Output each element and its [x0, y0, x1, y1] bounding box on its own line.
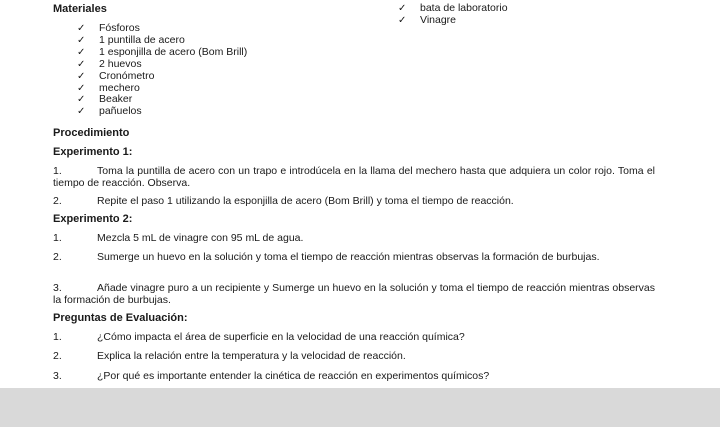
question-3: 3. ¿Por qué es importante entender la cinética de reacción en experimentos químicos?	[53, 370, 490, 382]
check-icon: ✓	[77, 82, 86, 94]
experiment-2-heading: Experimento 2:	[53, 213, 133, 225]
check-icon: ✓	[77, 70, 86, 82]
exp2-step-3: 3. Añade vinagre puro a un recipiente y Sumerge un huevo en la solución y toma el tiempo de reacción mientras observas la formación de burbujas.	[53, 282, 655, 306]
materials-heading: Materiales	[53, 3, 107, 15]
check-icon: ✓	[77, 106, 86, 118]
check-icon: ✓	[77, 46, 86, 58]
list-item: ✓ 1 puntilla de acero	[77, 33, 185, 46]
check-icon: ✓	[398, 3, 407, 14]
questions-heading: Preguntas de Evaluación:	[53, 312, 188, 324]
list-item: ✓ 1 esponjilla de acero (Bom Brill)	[77, 45, 248, 58]
list-item: ✓ Beaker	[77, 93, 133, 106]
list-item: ✓ Cronómetro	[77, 69, 155, 82]
check-icon: ✓	[398, 14, 407, 26]
check-icon: ✓	[77, 58, 86, 70]
list-item: ✓ bata de laboratorio	[398, 2, 508, 14]
question-1: 1. ¿Cómo impacta el área de superficie en la velocidad de una reacción química?	[53, 331, 465, 343]
exp1-step-1: 1. Toma la puntilla de acero con un trapo e introdúcela en la llama del mechero hasta que adquiera un color rojo. Toma el tiempo de reacción. Observa.	[53, 165, 655, 189]
check-icon: ✓	[77, 34, 86, 46]
procedure-heading: Procedimiento	[53, 127, 130, 139]
exp1-step-2: 2. Repite el paso 1 utilizando la esponjilla de acero (Bom Brill) y toma el tiempo de reacción.	[53, 195, 514, 207]
list-item: ✓ mechero	[77, 81, 140, 94]
check-icon: ✓	[77, 23, 86, 34]
exp2-step-2: 2. Sumerge un huevo en la solución y toma el tiempo de reacción mientras observas la formación de burbujas.	[53, 251, 600, 263]
check-icon: ✓	[77, 94, 86, 106]
exp2-step-1: 1. Mezcla 5 mL de vinagre con 95 mL de agua.	[53, 232, 304, 244]
question-2: 2. Explica la relación entre la temperatura y la velocidad de reacción.	[53, 350, 406, 362]
list-item: ✓ Vinagre	[398, 13, 457, 26]
list-item: ✓ pañuelos	[77, 105, 142, 118]
list-item: ✓ 2 huevos	[77, 57, 142, 70]
materials-list-right	[398, 3, 508, 27]
experiment-1-heading: Experimento 1:	[53, 146, 133, 158]
materials-list-left	[77, 23, 247, 118]
list-item: ✓ Fósforos	[77, 22, 140, 34]
